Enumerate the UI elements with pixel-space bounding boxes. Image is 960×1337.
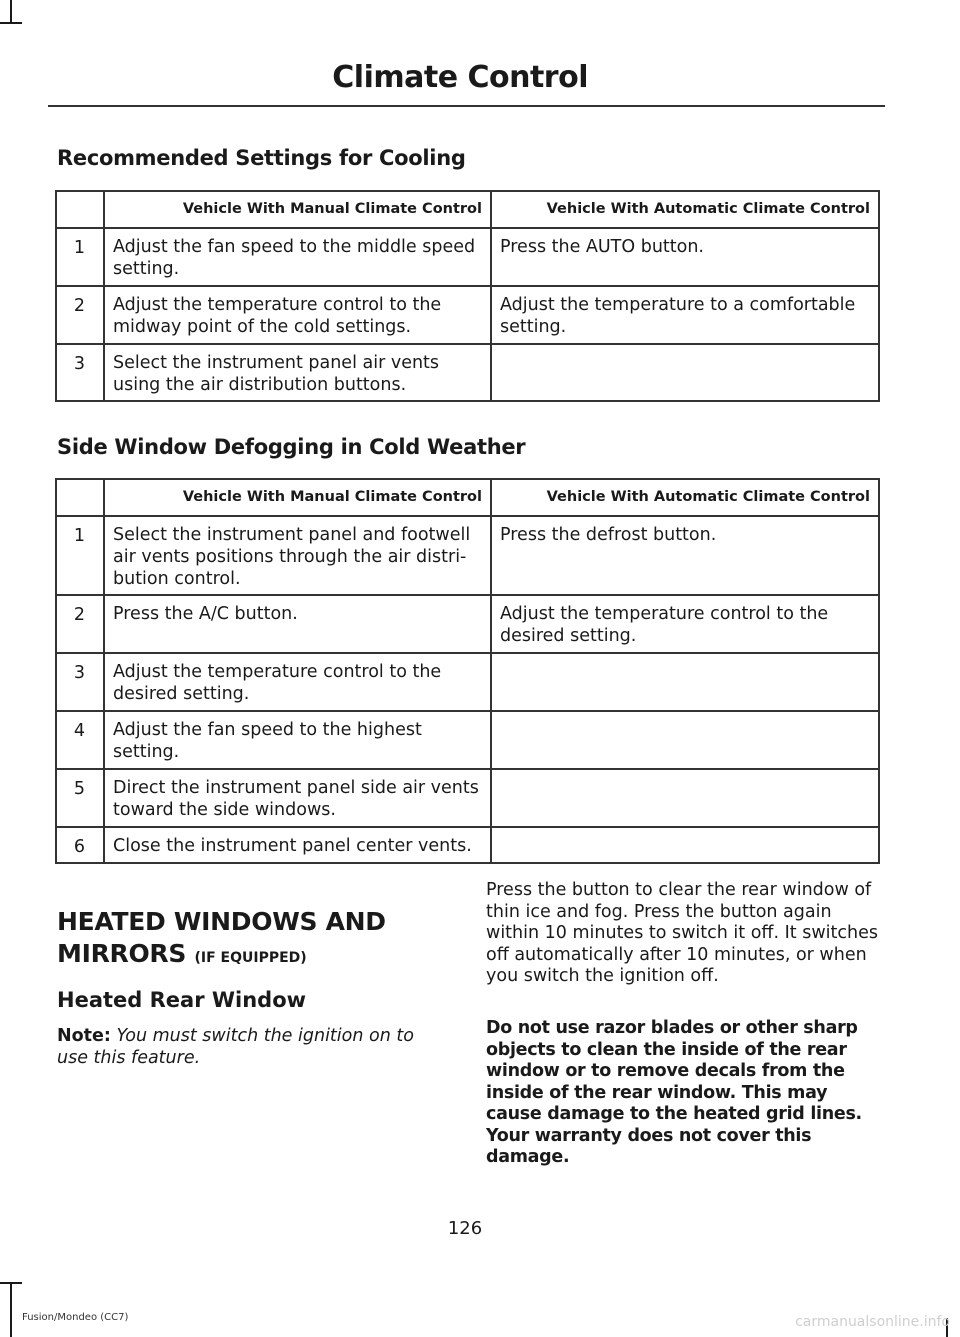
row-number: 5 — [56, 769, 104, 827]
crop-mark-top-left-v — [10, 0, 12, 22]
table-header-auto: Vehicle With Automatic Climate Control — [491, 191, 879, 228]
note-text: You must switch the ignition on to use this feature. — [57, 1026, 414, 1068]
header-rule — [48, 105, 885, 107]
row-auto-text: Adjust the temperature to a comfortable setting. — [491, 286, 879, 344]
footer-model: Fusion/Mondeo (CC7) — [22, 1312, 129, 1323]
row-manual-text: Adjust the fan speed to the highest setting. — [104, 711, 491, 769]
row-auto-text: Press the AUTO button. — [491, 228, 879, 286]
crop-mark-bottom-left-v — [10, 1282, 12, 1337]
page-number: 126 — [447, 1218, 483, 1239]
table-row — [56, 516, 879, 595]
table-header-blank — [56, 191, 104, 228]
section-heading-text: HEATED WINDOWS AND MIRRORS — [57, 907, 386, 968]
subheading: Heated Rear Window — [57, 988, 307, 1012]
table-row — [56, 711, 879, 769]
watermark: carmanualsonline.info — [795, 1314, 950, 1330]
row-manual-text: Direct the instrument panel side air vents toward the side windows. — [104, 769, 491, 827]
crop-mark-top-left-h — [0, 22, 22, 24]
row-auto-text: Adjust the temperature control to the desired setting. — [491, 595, 879, 653]
row-manual-text: Select the instrument panel air vents using the air distribution buttons. — [104, 344, 491, 401]
row-auto-text — [491, 653, 879, 711]
table-header-row — [56, 479, 879, 516]
table-row — [56, 827, 879, 863]
body-paragraph: Press the button to clear the rear window of thin ice and fog. Press the button again within 10 minutes to switch it off. It switches off automatically after 10 minutes, or when you switch the ignition off. — [486, 880, 878, 986]
table-row — [56, 228, 879, 286]
row-auto-text — [491, 827, 879, 863]
table-row — [56, 286, 879, 344]
table-row — [56, 595, 879, 653]
table-header-auto: Vehicle With Automatic Climate Control — [491, 479, 879, 516]
section-heading — [57, 906, 457, 974]
cooling-table — [55, 190, 880, 402]
row-number: 3 — [56, 344, 104, 401]
warning-text: Do not use razor blades or other sharp objects to clean the inside of the rear window or to remove decals from the inside of the rear window. This may cause damage to the heated grid lines. Your warranty does not cover this damage. — [486, 1018, 862, 1167]
row-number: 2 — [56, 286, 104, 344]
page-header-title: Climate Control — [332, 60, 588, 95]
section-heading-tag: (IF EQUIPPED) — [194, 950, 307, 966]
row-number: 6 — [56, 827, 104, 863]
cooling-heading: Recommended Settings for Cooling — [57, 146, 466, 170]
row-number: 4 — [56, 711, 104, 769]
row-manual-text: Adjust the fan speed to the middle speed setting. — [104, 228, 491, 286]
row-auto-text — [491, 769, 879, 827]
defog-heading: Side Window Defogging in Cold Weather — [57, 435, 526, 459]
crop-mark-bottom-left-h — [0, 1282, 22, 1284]
table-header-blank — [56, 479, 104, 516]
row-auto-text: Press the defrost button. — [491, 516, 879, 595]
row-number: 1 — [56, 516, 104, 595]
row-manual-text: Adjust the temperature control to the midway point of the cold settings. — [104, 286, 491, 344]
row-manual-text: Close the instrument panel center vents. — [104, 827, 491, 863]
table-row — [56, 344, 879, 401]
note-label: Note: — [57, 1026, 111, 1046]
row-number: 1 — [56, 228, 104, 286]
table-row — [56, 653, 879, 711]
table-header-manual: Vehicle With Manual Climate Control — [104, 479, 491, 516]
table-header-manual: Vehicle With Manual Climate Control — [104, 191, 491, 228]
row-number: 2 — [56, 595, 104, 653]
table-row — [56, 769, 879, 827]
table-header-row — [56, 191, 879, 228]
row-auto-text — [491, 344, 879, 401]
defog-table — [55, 478, 880, 864]
row-manual-text: Adjust the temperature control to the desired setting. — [104, 653, 491, 711]
row-number: 3 — [56, 653, 104, 711]
row-manual-text: Select the instrument panel and footwell air vents positions through the air distri-bution control. — [104, 516, 491, 595]
row-manual-text: Press the A/C button. — [104, 595, 491, 653]
note — [57, 1025, 447, 1069]
row-auto-text — [491, 711, 879, 769]
